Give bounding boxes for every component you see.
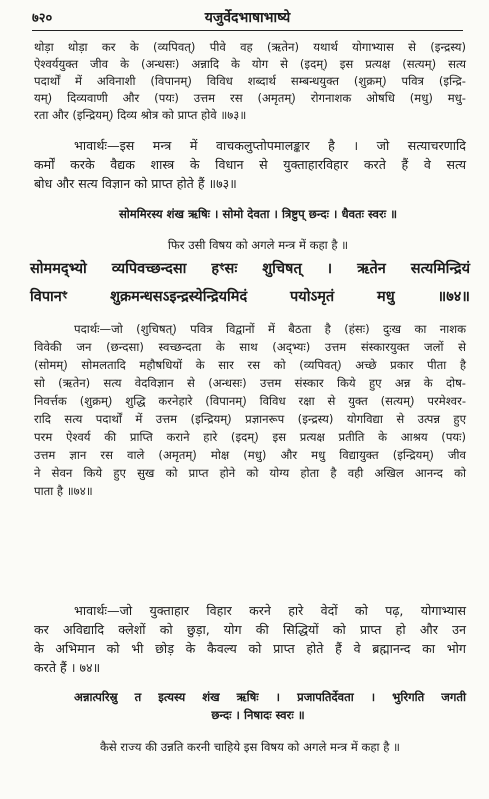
- mantra-line: सोममद्भ्यो व्यपिवच्छन्दसा हꣳसः शुचिषत् । ऋतेन सत्यमिन्द्रियं: [30, 261, 470, 277]
- mantra-line: विपानꣳ शुक्रमन्धसऽइन्द्रस्येन्द्रियमिदं पयोऽमृतं मधु ॥७४॥: [30, 289, 470, 305]
- padartha-line: (सोमम्) सोमलतादि महौषधियों के सार रस को (व्यपिवत्) अच्छे प्रकार पीता है: [34, 358, 466, 372]
- padartha-line: परम ऐश्वर्य की प्राप्ति कराने हारे (इदम्) इस प्रत्यक्ष प्रतीति के आश्रय (पयः): [34, 430, 466, 444]
- padartha-line: विवेकी जन (छन्दसा) स्वच्छन्दता के साथ (अद्भ्यः) उत्तम संस्कारयुक्त जलों से: [34, 340, 466, 354]
- padartha-line: पाता है ॥७४॥: [34, 484, 93, 498]
- padartha-line: सो (ऋतेन) सत्य वेदविज्ञान से (अन्धसः) उत्तम संस्कार किये हुए अन्न के दोष-: [34, 376, 466, 390]
- padartha-line: पदार्थों में अविनाशी (विपानम्) विविध शब्दार्थ सम्बन्धयुक्त (शुक्रम्) पवित्र (इन्द्रि-: [34, 74, 466, 88]
- bhavartha-line: भावार्थः—इस मन्त्र में वाचकलुप्तोपमालङ्कार है । जो सत्याचरणादि: [74, 138, 466, 153]
- rishi-devata-line: सोममिरस्य शंख ऋषिः । सोमो देवता । त्रिष्टुप् छन्दः । धैवतः स्वरः ॥: [118, 207, 398, 221]
- rishi-devata-line: अन्नात्परिस्रु त इत्यस्य शंख ऋषिः । प्रजापतिर्देवता । भुरिगति जगती: [74, 690, 466, 704]
- transition-line: फिर उसी विषय को अगले मन्त्र में कहा है ॥: [167, 238, 349, 252]
- padartha-line: उत्तम ज्ञान रस वाले (अमृतम्) मोक्ष (मधु) और मधु विद्यायुक्त (इन्द्रियम्) जीव: [34, 448, 466, 462]
- bhavartha-line: कर्मों करके वैद्यक शास्त्र के विधान से युक्ताहारविहार करते हैं वे सत्य: [34, 157, 466, 172]
- padartha-line: ऐश्वर्ययुक्त जीव के (अन्धसः) अन्नादि के योग से (इदम्) इस प्रत्यक्ष (सत्यम्) सत्य: [34, 57, 466, 71]
- padartha-line: निवर्त्तक (शुक्रम्) शुद्धि करनेहारे (विपानम्) विविध रक्षा से युक्त (सत्यम्) परमेश्वर-: [34, 394, 466, 408]
- running-title: यजुर्वेदभाषाभाष्ये: [204, 10, 291, 26]
- padartha-line: ने सेवन किये हुए सुख को प्राप्त होने को योग्य होता है वही अखिल आनन्द को: [34, 466, 466, 480]
- bhavartha-line: के अभिमान को भी छोड़ के कैवल्य को प्राप्त होते हैं वे ब्रह्मानन्द का भोग: [34, 641, 466, 656]
- page-header: [32, 8, 463, 31]
- padartha-line: पदार्थः—जो (शुचिषत्) पवित्र विद्वानों में बैठता है (हंसः) दुःख का नाशक: [74, 322, 466, 336]
- padartha-line: थोड़ा थोड़ा कर के (व्यपिवत्) पीवे वह (ऋतेन) यथार्थ योगाभ्यास से (इन्द्रस्य): [34, 40, 466, 54]
- bhavartha-line: भावार्थः—जो युक्ताहार विहार करने हारे वेदों को पढ़, योगाभ्यास: [74, 603, 466, 618]
- padartha-line: रता और (इन्द्रियम्) दिव्य श्रोत्र को प्राप्त होवे ॥७३॥: [34, 108, 247, 122]
- padartha-line: रादि सत्य पदार्थों में उत्तम (इन्द्रियम्) प्रज्ञानरूप (इन्द्रस्य) योगविद्या से उत्पन्न हुए: [34, 412, 466, 426]
- padartha-line: यम्) दिव्यवाणी और (पयः) उत्तम रस (अमृतम्) रोगनाशक ओषधि (मधु) मधु-: [34, 91, 466, 105]
- page-number: ७२०: [32, 11, 53, 26]
- bhavartha-line: कर अविद्यादि क्लेशों को छुड़ा, योग की सिद्धियों को प्राप्त हो और उन: [34, 622, 466, 637]
- bhavartha-line: बोध और सत्य विज्ञान को प्राप्त होते हैं ॥७३॥: [34, 176, 237, 191]
- transition-line: कैसे राज्य की उन्नति करनी चाहिये इस विषय को अगले मन्त्र में कहा है ॥: [99, 740, 400, 754]
- chhanda-line: छन्दः । निषादः स्वरः ॥: [211, 708, 305, 722]
- bhavartha-line: करते हैं । ७४॥: [34, 660, 101, 675]
